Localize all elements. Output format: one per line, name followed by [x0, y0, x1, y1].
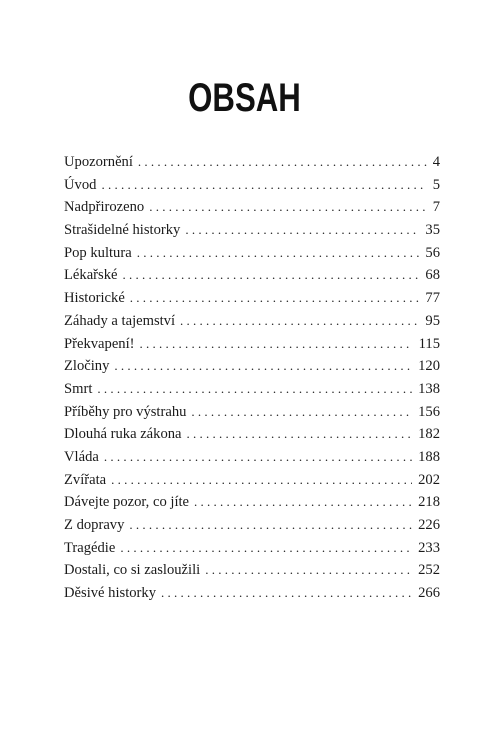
toc-entry-title: Upozornění: [64, 154, 133, 170]
toc-entry: [64, 264, 440, 287]
toc-entry-title: Smrt: [64, 380, 93, 397]
toc-entry-title: Lékařské: [64, 267, 118, 284]
toc-entry: [64, 151, 440, 174]
toc-entry: [64, 446, 440, 469]
toc-entry: [64, 582, 440, 605]
toc-entry-title: Děsivé historky: [64, 585, 157, 602]
toc-entry-title: Vláda: [64, 448, 99, 465]
page-title: OBSAH: [188, 76, 301, 120]
dot-leader: [130, 287, 420, 310]
toc-entry-page: 56: [425, 244, 440, 261]
dot-leader: [122, 264, 419, 287]
toc-entry-title: Překvapení!: [64, 335, 135, 352]
dot-leader: [97, 378, 412, 401]
dot-leader: [180, 310, 419, 333]
toc-entry-page: 233: [418, 539, 440, 556]
toc-entry-title: Pop kultura: [64, 244, 132, 261]
toc-entry: [64, 537, 440, 560]
toc-entry-page: 35: [425, 222, 440, 239]
toc-entry-title: Nadpřirozeno: [64, 199, 145, 216]
dot-leader: [205, 559, 412, 582]
dot-leader: [104, 446, 412, 469]
toc-entry-title: Dostali, co si zasloužili: [64, 562, 201, 579]
toc-entry-title: Dávejte pozor, co jíte: [64, 494, 190, 511]
toc-entry-page: 266: [418, 585, 440, 602]
dot-leader: [185, 219, 419, 242]
toc-entry-title: Tragédie: [64, 539, 116, 556]
toc-entry: [64, 287, 440, 310]
toc-entry-page: 77: [425, 290, 440, 307]
toc-entry: [64, 469, 440, 492]
toc-entry-title: Dlouhá ruka zákona: [64, 426, 182, 443]
toc-entry: [64, 514, 440, 537]
dot-leader: [138, 151, 427, 174]
table-of-contents: [64, 151, 440, 605]
toc-entry-page: 5: [432, 176, 440, 193]
toc-entry: [64, 242, 440, 265]
dot-leader: [111, 469, 412, 492]
toc-entry-page: 226: [418, 517, 440, 533]
toc-entry-page: 156: [418, 403, 440, 420]
toc-entry-title: Zvířata: [64, 471, 107, 488]
dot-leader: [137, 242, 420, 265]
toc-entry-page: 202: [418, 471, 440, 488]
dot-leader: [120, 537, 412, 560]
toc-entry-page: 68: [425, 267, 440, 284]
toc-entry-page: 115: [418, 335, 440, 352]
toc-entry-page: 182: [418, 426, 440, 443]
dot-leader: [149, 196, 426, 219]
toc-entry-page: 138: [418, 380, 440, 397]
toc-entry-page: 188: [418, 448, 440, 465]
toc-entry: [64, 333, 440, 356]
dot-leader: [187, 423, 413, 446]
toc-entry: [64, 491, 440, 514]
toc-entry: [64, 310, 440, 333]
toc-entry-title: Z dopravy: [64, 517, 125, 533]
toc-entry-title: Záhady a tajemství: [64, 312, 176, 329]
toc-entry-title: Úvod: [64, 176, 97, 193]
dot-leader: [140, 333, 413, 356]
toc-entry-page: 252: [418, 562, 440, 579]
toc-entry: [64, 174, 440, 197]
dot-leader: [129, 514, 412, 537]
toc-entry-title: Strašidelné historky: [64, 222, 181, 239]
dot-leader: [194, 491, 412, 514]
toc-entry: [64, 219, 440, 242]
toc-entry-page: 95: [425, 312, 440, 329]
toc-entry-page: 120: [418, 358, 440, 375]
toc-entry-title: Historické: [64, 290, 125, 307]
toc-entry-title: Příběhy pro výstrahu: [64, 403, 187, 420]
dot-leader: [114, 355, 412, 378]
toc-entry: [64, 355, 440, 378]
toc-entry: [64, 196, 440, 219]
toc-entry-page: 218: [418, 494, 440, 511]
toc-entry: [64, 378, 440, 401]
toc-entry: [64, 559, 440, 582]
dot-leader: [161, 582, 412, 605]
toc-entry-title: Zločiny: [64, 358, 110, 375]
dot-leader: [191, 401, 412, 424]
toc-entry-page: 4: [432, 154, 440, 170]
dot-leader: [101, 174, 426, 197]
toc-entry: [64, 401, 440, 424]
toc-entry-page: 7: [432, 199, 440, 216]
toc-entry: [64, 423, 440, 446]
